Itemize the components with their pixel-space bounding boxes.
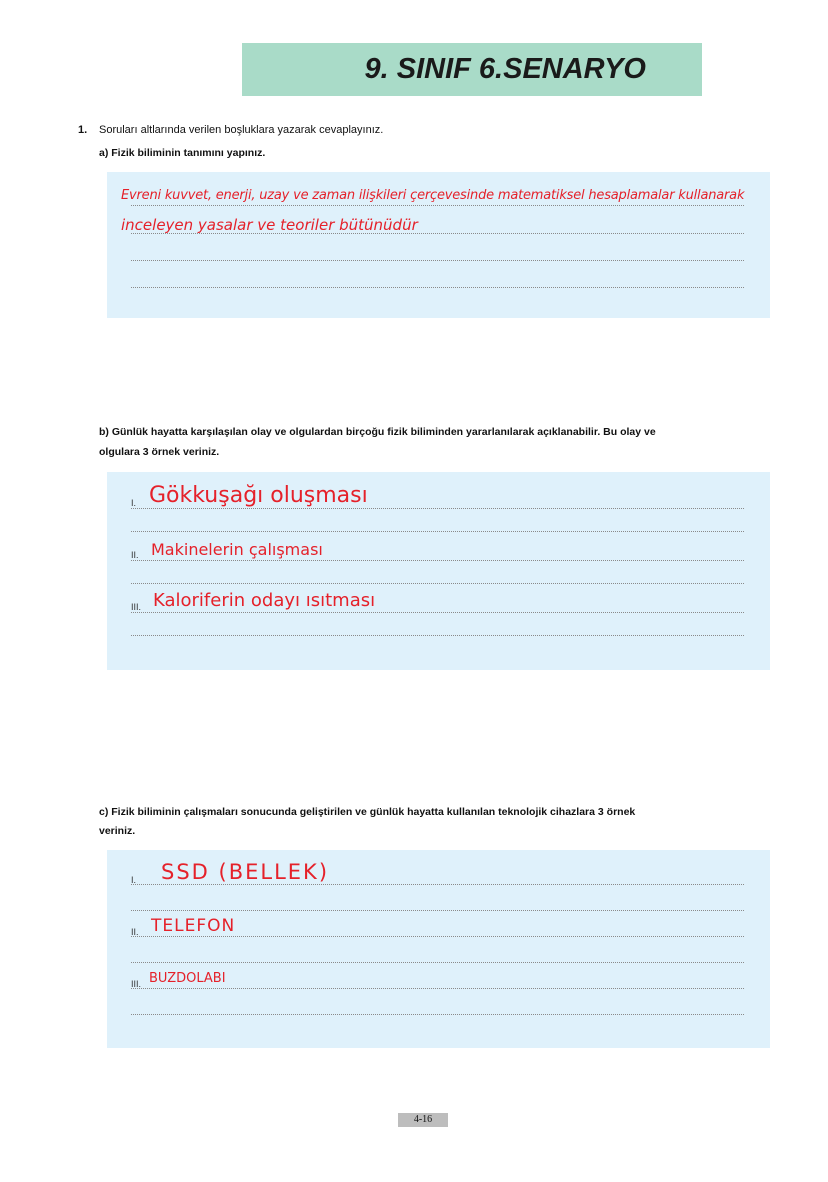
answer-c-1: SSD (BELLEK) bbox=[161, 860, 330, 884]
question-instruction: Soruları altlarında verilen boşluklara yazarak cevaplayınız. bbox=[99, 124, 384, 136]
answer-box-a[interactable] bbox=[107, 172, 770, 318]
item-number: III. bbox=[131, 602, 142, 612]
page-number: 4-16 bbox=[398, 1113, 448, 1127]
item-number: III. bbox=[131, 979, 142, 989]
part-c-prompt: c) Fizik biliminin çalışmaları sonucunda geliştirilen ve günlük hayatta kullanılan teknolojik cihazlara 3 örnek bbox=[99, 806, 636, 818]
answer-a-line-2: inceleyen yasalar ve teoriler bütünüdür bbox=[121, 216, 418, 234]
answer-b-1: Gökkuşağı oluşması bbox=[149, 483, 368, 508]
item-number: I. bbox=[131, 875, 137, 885]
item-number: II. bbox=[131, 550, 139, 560]
part-b-prompt-2: olgulara 3 örnek veriniz. bbox=[99, 446, 220, 458]
answer-c-2: TELEFON bbox=[151, 916, 236, 936]
question-number: 1. bbox=[78, 124, 88, 136]
title-banner bbox=[242, 43, 702, 96]
answer-b-3: Kaloriferin odayı ısıtması bbox=[153, 590, 376, 611]
item-number: I. bbox=[131, 498, 137, 508]
answer-a-line-1: Evreni kuvvet, enerji, uzay ve zaman ilişkileri çerçevesinde matematiksel hesaplamalar kullanarak bbox=[121, 188, 745, 203]
part-b-prompt: b) Günlük hayatta karşılaşılan olay ve olgulardan birçoğu fizik biliminden yararlanılarak açıklanabilir. Bu olay ve bbox=[99, 426, 656, 438]
answer-b-2: Makinelerin çalışması bbox=[151, 540, 323, 559]
answer-c-3: BUZDOLABI bbox=[149, 971, 226, 986]
answer-box-b[interactable] bbox=[107, 472, 770, 670]
part-a-prompt: a) Fizik biliminin tanımını yapınız. bbox=[99, 147, 266, 159]
part-c-prompt-2: veriniz. bbox=[99, 825, 136, 837]
answer-box-c[interactable] bbox=[107, 850, 770, 1048]
item-number: II. bbox=[131, 927, 139, 937]
page-title: 9. SINIF 6.SENARYO bbox=[364, 53, 646, 85]
